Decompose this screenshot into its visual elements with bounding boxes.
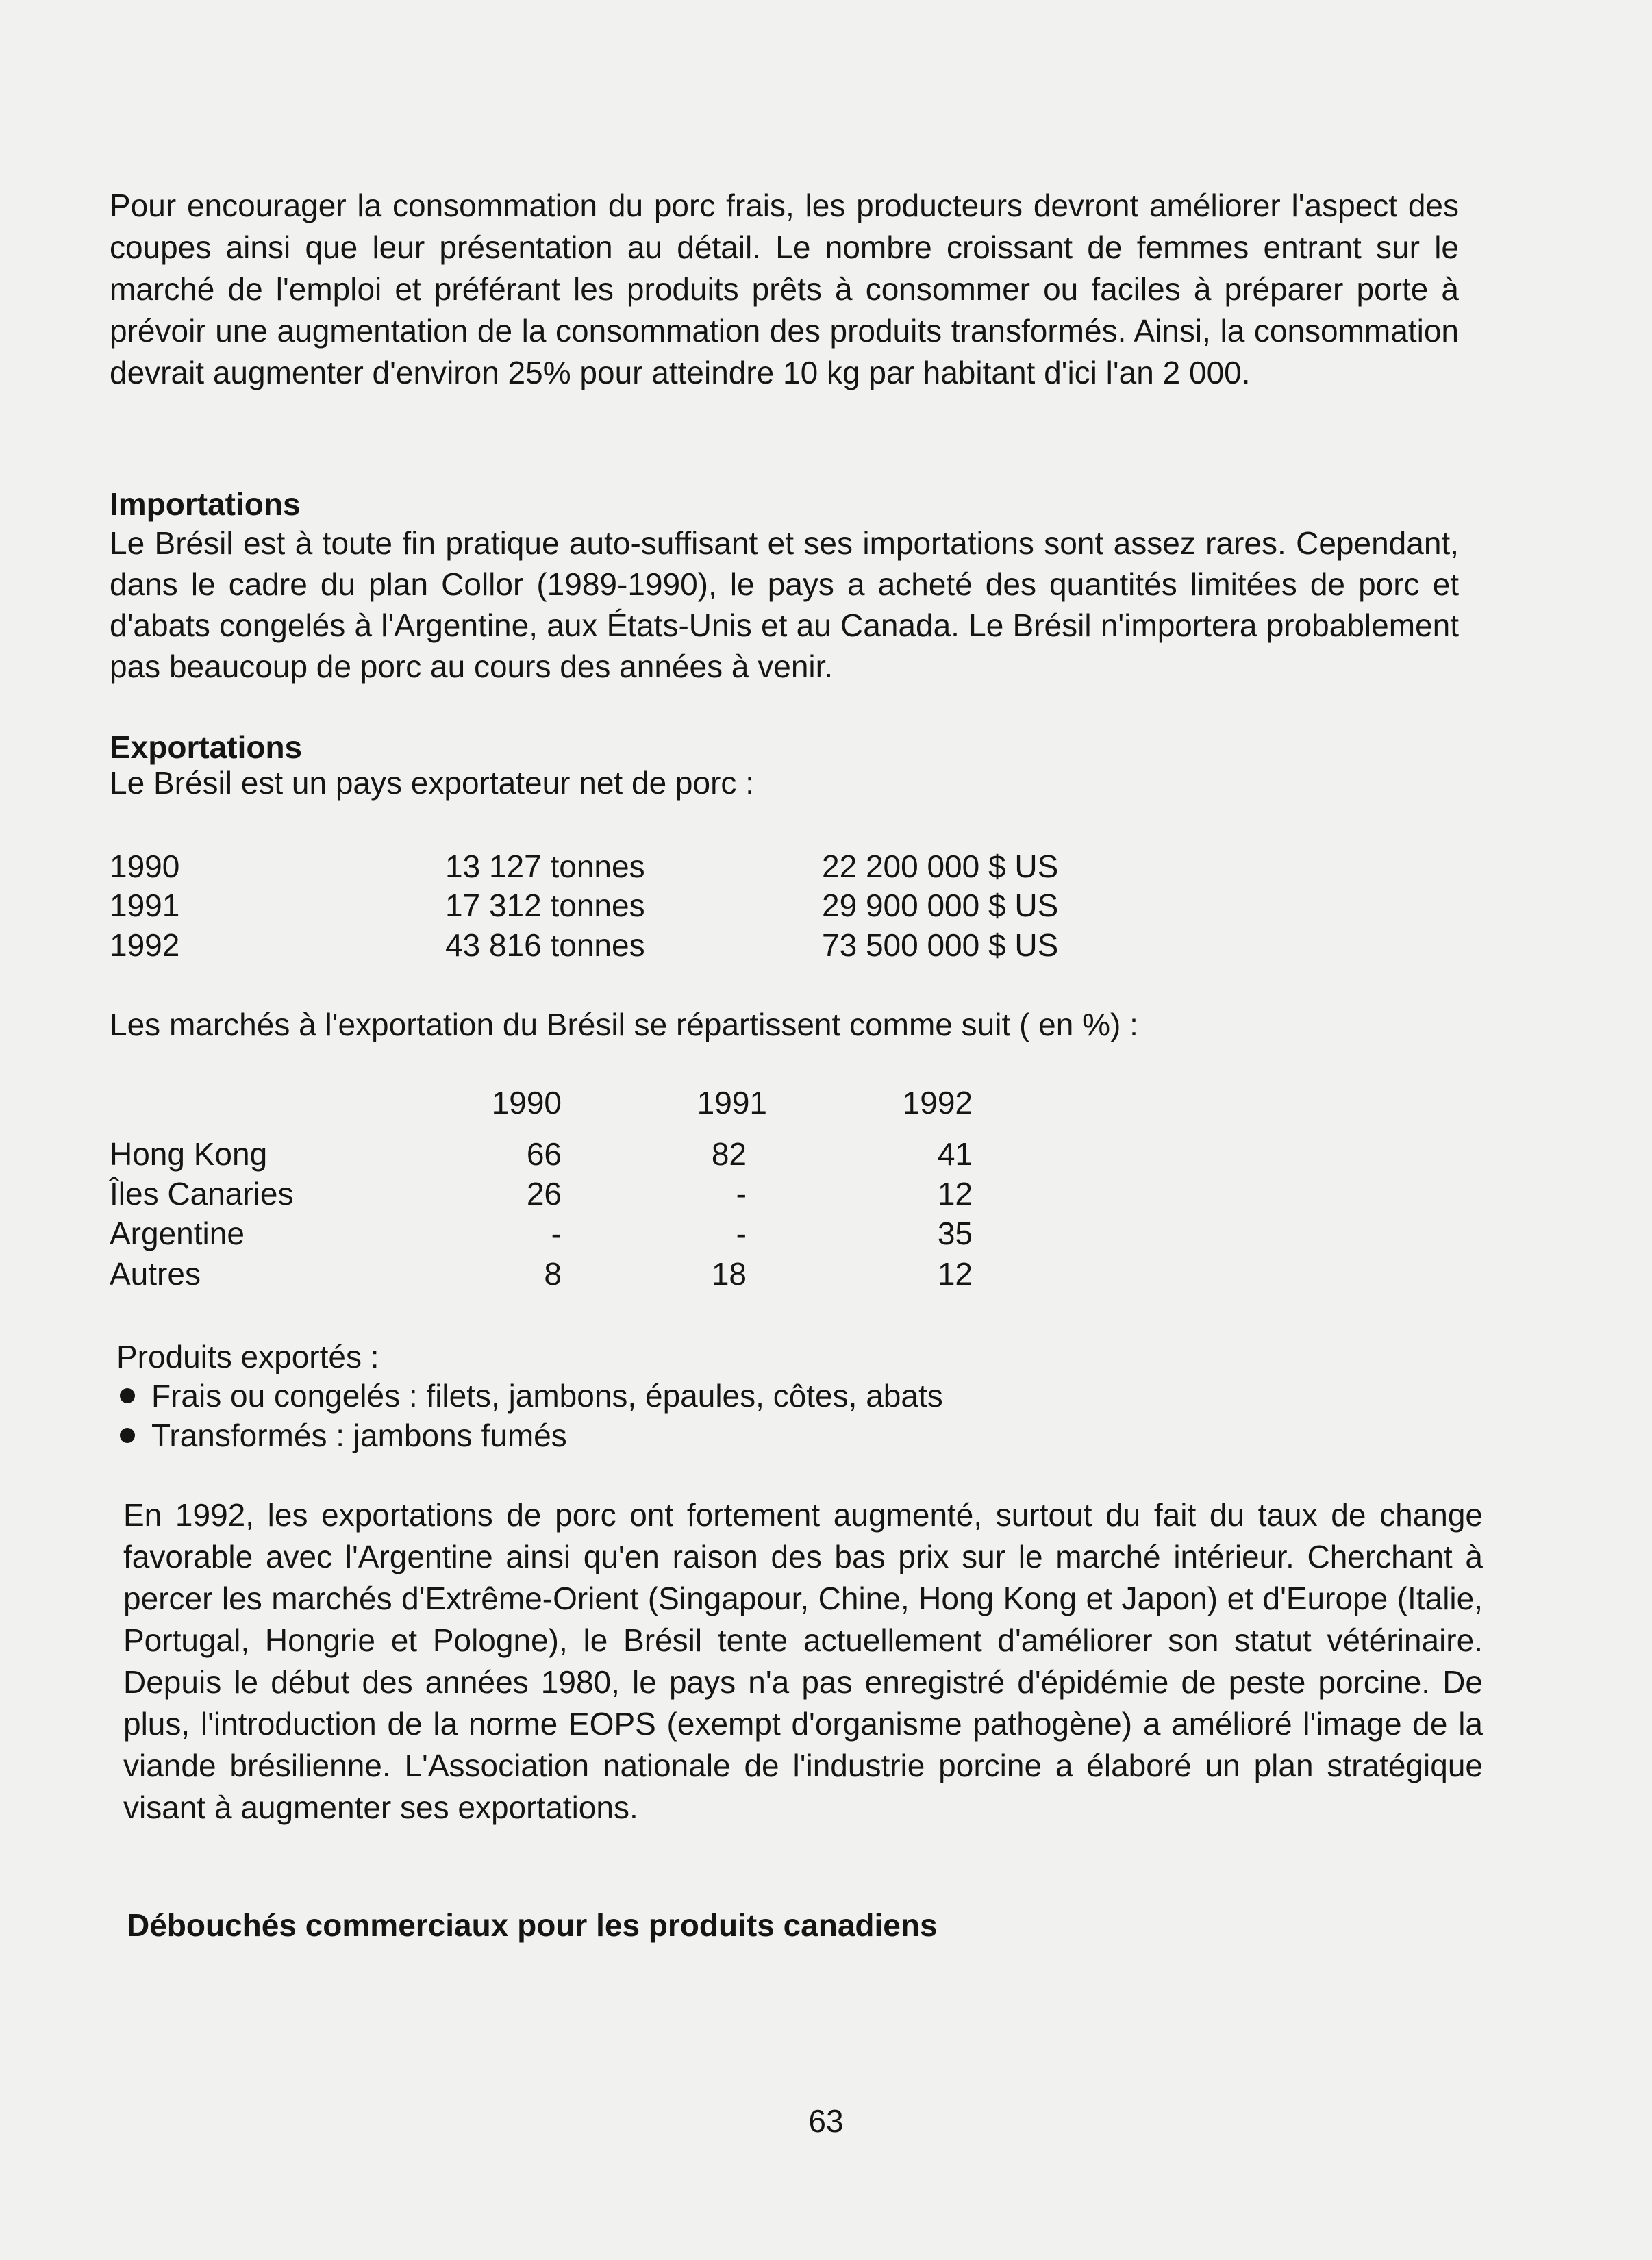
market-value: 12 bbox=[937, 1256, 973, 1292]
market-country: Hong Kong bbox=[110, 1136, 268, 1172]
bullet-icon bbox=[120, 1428, 135, 1443]
importations-paragraph: Le Brésil est à toute fin pratique auto-suffisant et ses importations sont assez rares. Cependant, dans le cadre du plan Collor (1989-1990), le pays a acheté des quantités limitées de porc et d'abats congelés à l'Argentine, aux États-Unis et au Canada. Le Brésil n'importera probablement pas beaucoup de porc au cours des années à venir. bbox=[110, 525, 1459, 684]
products-heading: Produits exportés : bbox=[116, 1339, 379, 1374]
export-tonnes: 17 312 tonnes bbox=[445, 888, 645, 923]
table-row bbox=[110, 1253, 1000, 1294]
product-item-text: Transformés : jambons fumés bbox=[151, 1418, 567, 1453]
market-value: 35 bbox=[937, 1216, 973, 1251]
exportations-intro: Le Brésil est un pays exportateur net de porc : bbox=[110, 765, 754, 801]
markets-intro: Les marchés à l'exportation du Brésil se répartissent comme suit ( en %) : bbox=[110, 1007, 1138, 1042]
markets-header-row bbox=[110, 1082, 1000, 1123]
table-row bbox=[110, 1133, 1000, 1175]
table-row bbox=[110, 1213, 1000, 1254]
market-value: 12 bbox=[937, 1176, 973, 1211]
exports-1992-paragraph: En 1992, les exportations de porc ont fortement augmenté, surtout du fait du taux de change favorable avec l'Argentine ainsi qu'en raison des bas prix sur le marché intérieur. Cherchant à percer les marchés d'Extrême-Orient (Singapour, Chine, Hong Kong et Japon) et d'Europe (Italie, Portugal, Hongrie et Pologne), le Brésil tente actuellement d'améliorer son statut vétérinaire. Depuis le début des années 1980, le pays n'a pas enregistré d'épidémie de peste porcine. De plus, l'introduction de la norme EOPS (exempt d'organisme pathogène) a amélioré l'image de la viande brésilienne. L'Association nationale de l'industrie porcine a élaboré un plan stratégique visant à augmenter ses exportations. bbox=[123, 1497, 1483, 1825]
page-number: 63 bbox=[808, 2103, 844, 2139]
export-value: 73 500 000 $ US bbox=[822, 927, 1059, 963]
market-value: 8 bbox=[544, 1256, 562, 1292]
market-value: - bbox=[736, 1176, 747, 1211]
market-country: Autres bbox=[110, 1256, 201, 1292]
export-year: 1992 bbox=[110, 927, 180, 963]
market-value: 26 bbox=[526, 1176, 562, 1211]
product-item-text: Frais ou congelés : filets, jambons, épaules, côtes, abats bbox=[151, 1378, 943, 1414]
intro-paragraph: Pour encourager la consommation du porc frais, les producteurs devront améliorer l'aspect des coupes ainsi que leur présentation au détail. Le nombre croissant de femmes entrant sur le marché de l'emploi et préférant les produits prêts à consommer ou faciles à préparer porte à prévoir une augmentation de la consommation des produits transformés. Ainsi, la consommation devrait augmenter d'environ 25% pour atteindre 10 kg par habitant d'ici l'an 2 000. bbox=[110, 188, 1459, 390]
table-row bbox=[110, 846, 1342, 887]
bullet-icon bbox=[120, 1388, 135, 1403]
year-header: 1990 bbox=[491, 1085, 562, 1120]
export-value: 22 200 000 $ US bbox=[822, 849, 1059, 884]
table-row bbox=[110, 925, 1342, 966]
section-heading: Débouchés commerciaux pour les produits canadiens bbox=[127, 1907, 938, 1943]
export-tonnes: 43 816 tonnes bbox=[445, 927, 645, 963]
table-row bbox=[110, 1173, 1000, 1214]
market-value: 18 bbox=[711, 1256, 747, 1292]
export-year: 1991 bbox=[110, 888, 180, 923]
market-value: 41 bbox=[937, 1136, 973, 1172]
year-header: 1991 bbox=[697, 1085, 767, 1120]
product-list-item bbox=[120, 1414, 1421, 1457]
importations-heading: Importations bbox=[110, 486, 301, 522]
market-value: 82 bbox=[711, 1136, 747, 1172]
table-row bbox=[110, 885, 1342, 926]
market-value: - bbox=[736, 1216, 747, 1251]
market-country: Îles Canaries bbox=[110, 1176, 294, 1211]
market-country: Argentine bbox=[110, 1216, 245, 1251]
market-value: - bbox=[551, 1216, 562, 1251]
export-year: 1990 bbox=[110, 849, 180, 884]
export-value: 29 900 000 $ US bbox=[822, 888, 1059, 923]
export-tonnes: 13 127 tonnes bbox=[445, 849, 645, 884]
product-list-item bbox=[120, 1374, 1421, 1417]
year-header: 1992 bbox=[902, 1085, 973, 1120]
exportations-heading: Exportations bbox=[110, 729, 303, 765]
market-value: 66 bbox=[526, 1136, 562, 1172]
